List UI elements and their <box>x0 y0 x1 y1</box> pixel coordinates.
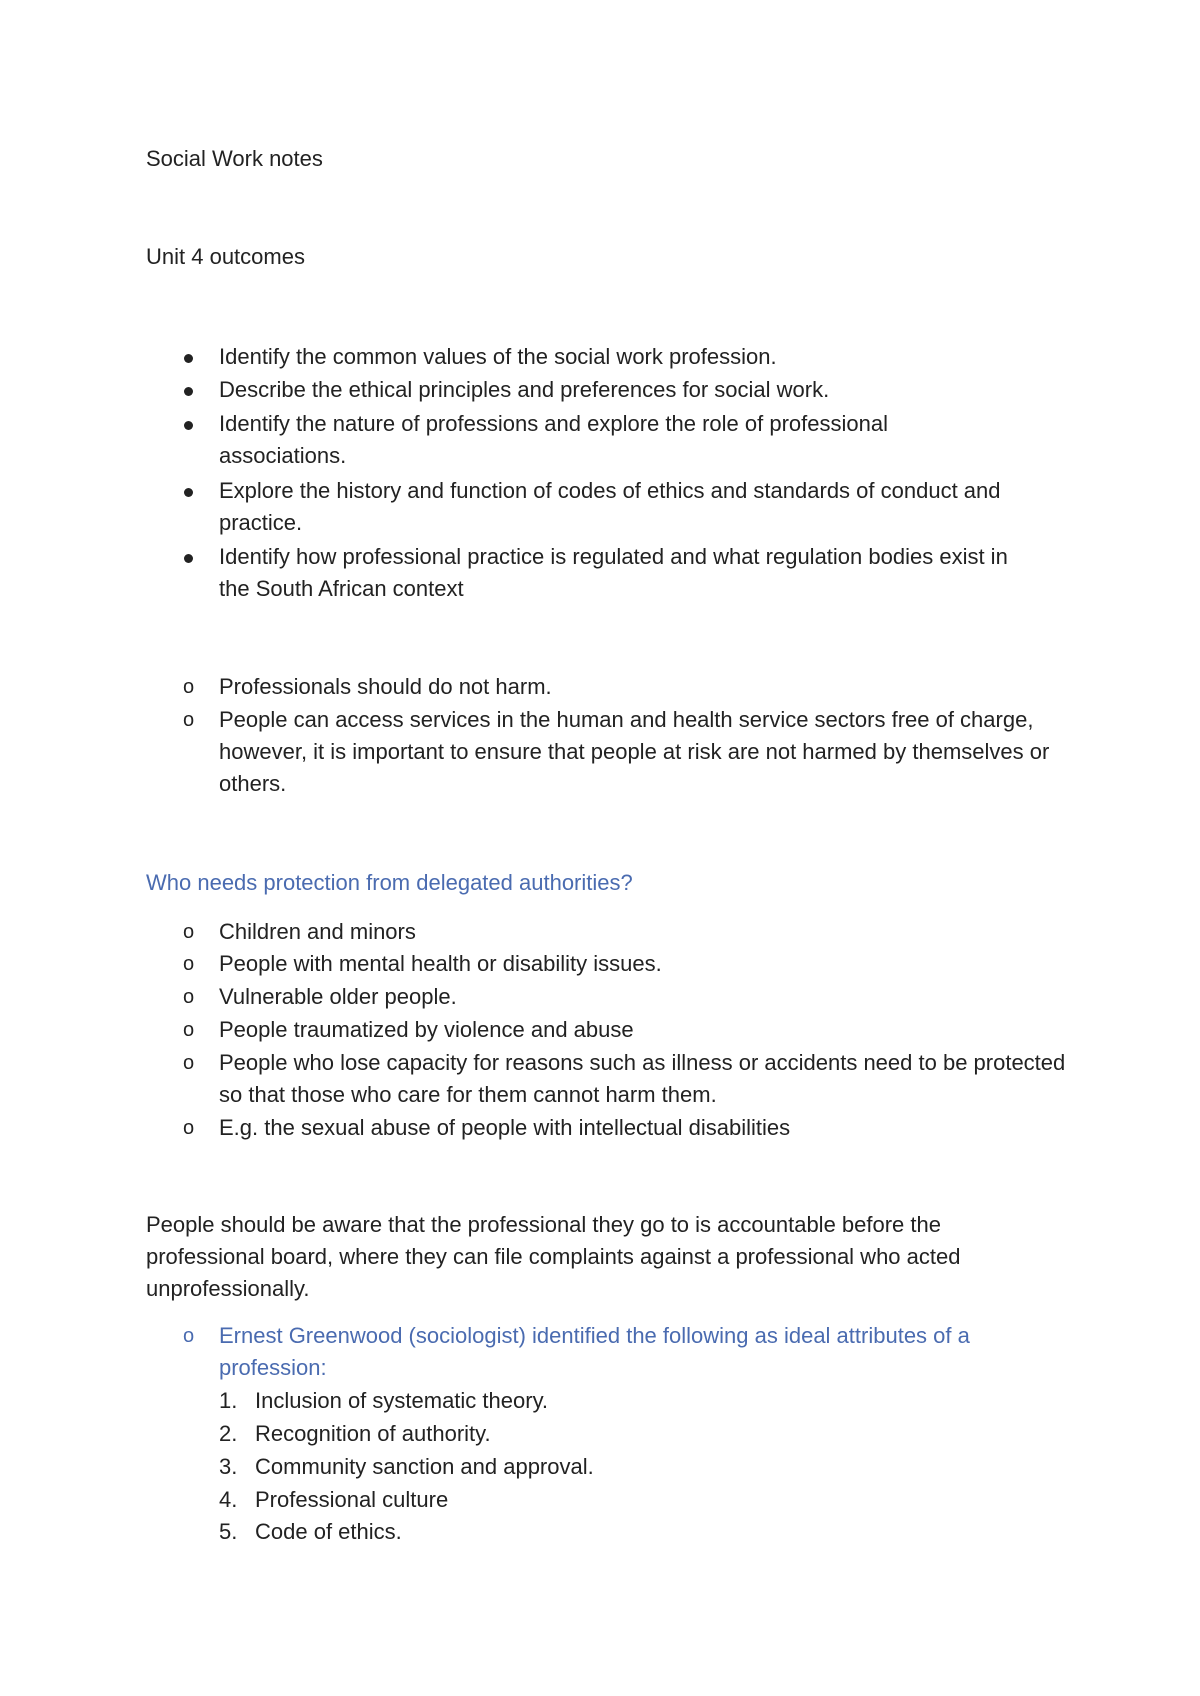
attribute-item: Code of ethics. <box>255 1519 402 1544</box>
attribute-item: Community sanction and approval. <box>255 1454 594 1479</box>
outcome-item: Identify the nature of professions and explore the role of professional associations. <box>219 411 888 468</box>
protection-item: E.g. the sexual abuse of people with intellectual disabilities <box>219 1115 791 1140</box>
list-number: 5. <box>219 1519 238 1544</box>
protection-item: People with mental health or disability issues. <box>219 951 662 976</box>
bullet-dot-icon <box>184 488 193 497</box>
unit-heading: Unit 4 outcomes <box>146 244 305 269</box>
circle-bullet-icon: o <box>183 986 195 1008</box>
document-title: Social Work notes <box>146 146 323 171</box>
bullet-dot-icon <box>184 554 193 563</box>
circle-bullet-icon: o <box>183 1052 195 1074</box>
protection-item: Children and minors <box>219 919 416 944</box>
list-number: 4. <box>219 1487 238 1512</box>
protection-item: People who lose capacity for reasons such as illness or accidents need to be protected so that those who care for them cannot harm them. <box>219 1050 1066 1107</box>
bullet-dot-icon <box>184 354 193 363</box>
attribute-item: Professional culture <box>255 1487 449 1512</box>
protection-item: Vulnerable older people. <box>219 984 457 1009</box>
outcome-item: Describe the ethical principles and preferences for social work. <box>219 377 830 402</box>
attribute-item: Inclusion of systematic theory. <box>255 1388 549 1413</box>
attribute-item: Recognition of authority. <box>255 1421 491 1446</box>
protection-item: People traumatized by violence and abuse <box>219 1017 634 1042</box>
accountability-paragraph: People should be aware that the professional they go to is accountable before the professional board, where they can file complaints against a professional who acted unprofessionally. <box>146 1212 961 1301</box>
circle-bullet-icon: o <box>183 676 195 698</box>
circle-bullet-icon: o <box>183 709 195 731</box>
outcome-item: Identify how professional practice is regulated and what regulation bodies exist in the South African context <box>219 544 1008 601</box>
circle-bullet-icon: o <box>183 1117 195 1139</box>
bullet-dot-icon <box>184 387 193 396</box>
harm-item: People can access services in the human and health service sectors free of charge, however, it is important to ensure that people at risk are not harmed by themselves or others. <box>219 707 1050 796</box>
circle-bullet-icon: o <box>183 953 195 975</box>
outcome-item: Explore the history and function of codes of ethics and standards of conduct and practice. <box>219 478 1001 535</box>
outcome-item: Identify the common values of the social work profession. <box>219 344 777 369</box>
bullet-dot-icon <box>184 421 193 430</box>
circle-bullet-icon: o <box>183 1325 195 1347</box>
circle-bullet-icon: o <box>183 921 195 943</box>
list-number: 2. <box>219 1421 238 1446</box>
protection-heading: Who needs protection from delegated authorities? <box>146 870 633 895</box>
list-number: 1. <box>219 1388 238 1413</box>
harm-item: Professionals should do not harm. <box>219 674 552 699</box>
circle-bullet-icon: o <box>183 1019 195 1041</box>
list-number: 3. <box>219 1454 238 1479</box>
greenwood-intro: Ernest Greenwood (sociologist) identified the following as ideal attributes of a profession: <box>219 1323 970 1380</box>
